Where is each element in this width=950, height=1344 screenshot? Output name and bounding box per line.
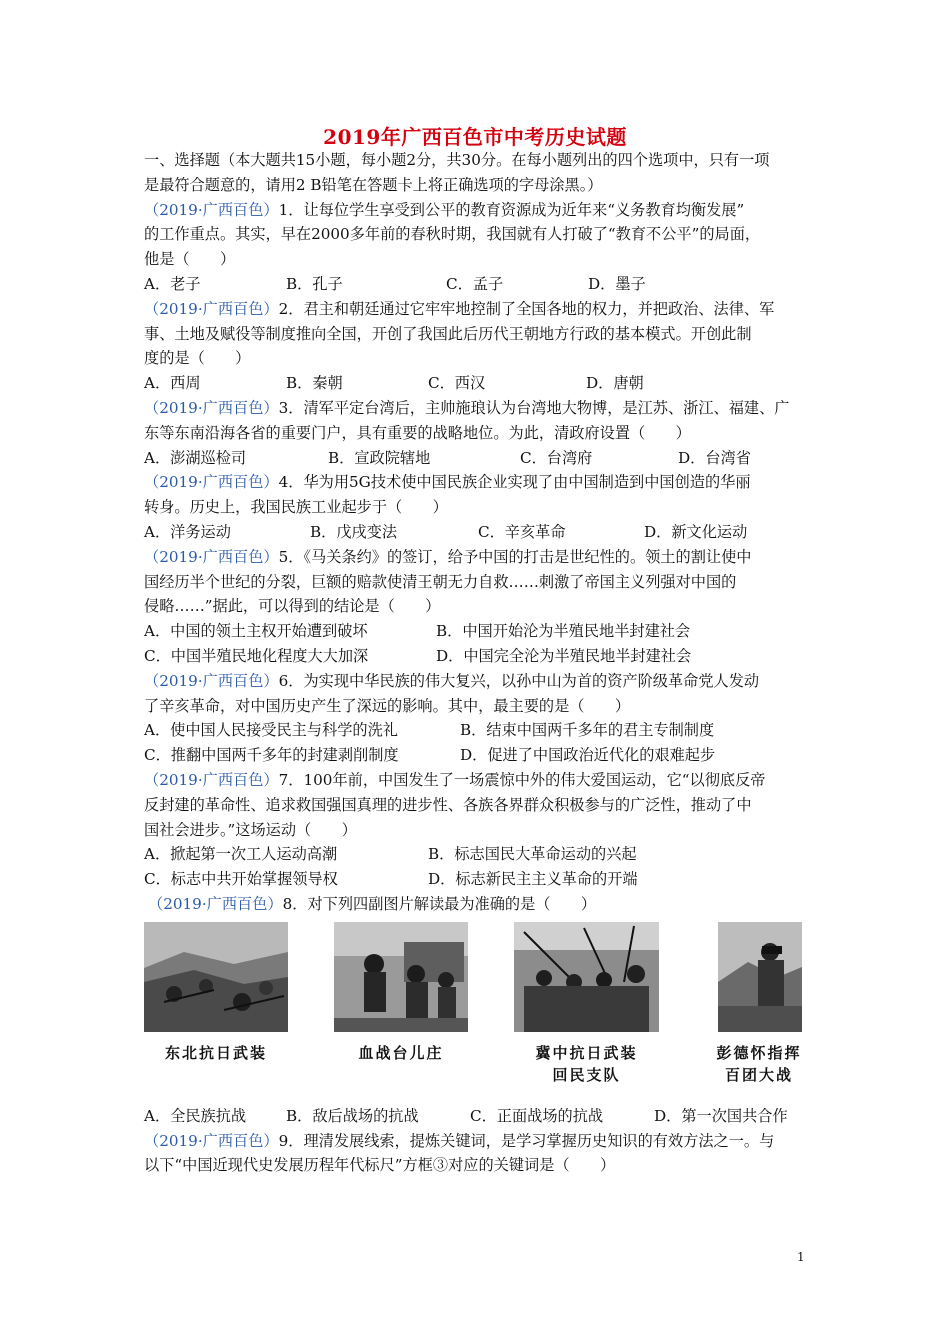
section-header-line-1: 一、选择题（本大题共15小题，每小题2分，共30分。在每小题列出的四个选项中，只有一项 [144, 151, 770, 169]
option-b: B．标志国民大革命运动的兴起 [428, 845, 637, 864]
option-a: A．中国的领土主权开始遭到破坏 [144, 622, 368, 641]
photo-jizhong-hui-detachment [514, 922, 659, 1032]
photo-caption-3-line-1: 冀中抗日武装 [535, 1043, 638, 1062]
question-7-options-row-2 [144, 867, 814, 892]
source-tag: （2019·广西百色） [144, 200, 279, 219]
question-8-photos [144, 922, 814, 1100]
option-c: C．辛亥革命 [478, 522, 566, 541]
question-1-line-3: 他是（ ） [144, 250, 236, 269]
option-a: A．使中国人民接受民主与科学的洗礼 [144, 721, 398, 740]
photo-taierzhuang [334, 922, 468, 1032]
question-5-line-3: 侵略……”据此，可以得到的结论是（ ） [144, 597, 441, 616]
question-7-line-3: 国社会进步。”这场运动（ ） [144, 820, 357, 839]
question-4-options [144, 520, 814, 545]
source-tag: （2019·广西百色） [144, 770, 279, 789]
question-2-line-2: 事、土地及赋役等制度推向全国，开创了我国此后历代王朝地方行政的基本模式。开创此制 [144, 324, 752, 343]
question-5-line-2: 国经历半个世纪的分裂，巨额的赔款使清王朝无力自救……刺激了帝国主义列强对中国的 [144, 572, 737, 591]
option-a: A．掀起第一次工人运动高潮 [144, 845, 338, 864]
question-3-line-2: 东等东南沿海各省的重要门户，具有重要的战略地位。为此，清政府设置（ ） [144, 423, 691, 442]
option-d: D．标志新民主主义革命的开端 [428, 870, 638, 889]
question-6-options-row-2 [144, 743, 814, 768]
option-c: C．正面战场的抗战 [470, 1106, 604, 1125]
question-6-line-1: （2019·广西百色）6．为实现中华民族的伟大复兴，以孙中山为首的资产阶级革命党人发动 [144, 671, 760, 690]
option-b: B．宣政院辖地 [328, 448, 431, 467]
question-8-options [144, 1104, 814, 1129]
option-c: C．推翻中国两千多年的封建剥削制度 [144, 746, 399, 765]
option-b: B．结束中国两千多年的君主专制制度 [460, 721, 715, 740]
question-7-line-2: 反封建的革命性、追求救国强国真理的进步性、各族各界群众积极参与的广泛性，推动了中 [144, 795, 752, 814]
exam-content [144, 148, 814, 1178]
option-d: D．中国完全沦为半殖民地半封建社会 [436, 646, 692, 665]
option-c: C．标志中共开始掌握领导权 [144, 870, 338, 889]
option-a: A．澎湖巡检司 [144, 448, 247, 467]
source-tag: （2019·广西百色） [144, 473, 279, 492]
question-1-line-2: 的工作重点。其实，早在2000多年前的春秋时期，我国就有人打破了“教育不公平”的局面， [144, 225, 761, 244]
photo-caption-4-line-1: 彭德怀指挥 [716, 1043, 802, 1062]
option-b: B．孔子 [286, 274, 343, 293]
page-number: 1 [797, 1250, 805, 1264]
question-7-options-row-1 [144, 842, 814, 867]
option-c: C．台湾府 [520, 448, 593, 467]
page-title: 2019年广西百色市中考历史试题 [323, 125, 627, 149]
photo-caption-3-line-2: 回民支队 [552, 1065, 621, 1084]
question-2-options [144, 371, 814, 396]
question-4-line-2: 转身。历史上，我国民族工业起步于（ ） [144, 498, 448, 517]
question-9-line-2: 以下“中国近现代史发展历程年代标尺”方框③对应的关键词是（ ） [144, 1156, 616, 1175]
option-d: D．新文化运动 [644, 522, 748, 541]
photo-caption-2: 血战台儿庄 [358, 1043, 444, 1062]
question-8-line-1: （2019·广西百色）8．对下列四副图片解读最为准确的是（ ） [148, 894, 597, 913]
question-7-line-1: （2019·广西百色）7．100年前，中国发生了一场震惊中外的伟大爱国运动，它“以彻底反帝 [144, 770, 766, 789]
photo-northeast-resistance [144, 922, 288, 1032]
question-5-line-1: （2019·广西百色）5．《马关条约》的签订，给予中国的打击是世纪性的。领土的割让使中 [144, 547, 752, 566]
option-b: B．秦朝 [286, 374, 343, 393]
question-2-line-3: 度的是（ ） [144, 349, 251, 368]
question-5-options-row-2 [144, 644, 814, 669]
question-1-line-1: （2019·广西百色）1．让每位学生享受到公平的教育资源成为近年来“义务教育均衡发展” [144, 200, 745, 219]
option-d: D．唐朝 [586, 374, 644, 393]
option-d: D．促进了中国政治近代化的艰难起步 [460, 746, 716, 765]
option-b: B．敌后战场的抗战 [286, 1106, 419, 1125]
source-tag: （2019·广西百色） [144, 299, 279, 318]
option-d: D．台湾省 [678, 448, 751, 467]
source-tag: （2019·广西百色） [144, 1131, 279, 1150]
source-tag: （2019·广西百色） [144, 398, 279, 417]
question-2-line-1: （2019·广西百色）2．君主和朝廷通过它牢牢地控制了全国各地的权力，并把政治、法律、军 [144, 299, 775, 318]
source-tag: （2019·广西百色） [144, 671, 279, 690]
option-b: B．戊戌变法 [310, 522, 398, 541]
source-tag: （2019·广西百色） [148, 894, 283, 913]
photo-hundred-regiments [718, 922, 802, 1032]
option-d: D．墨子 [588, 274, 646, 293]
question-3-line-1: （2019·广西百色）3．清军平定台湾后，主帅施琅认为台湾地大物博，是江苏、浙江、福建、广 [144, 398, 790, 417]
question-1-options [144, 272, 814, 297]
photo-caption-1: 东北抗日武装 [164, 1043, 267, 1062]
option-b: B．中国开始沦为半殖民地半封建社会 [436, 622, 691, 641]
section-header-line-2: 是最符合题意的，请用2 B铅笔在答题卡上将正确选项的字母涂黑。） [144, 175, 603, 194]
option-a: A．西周 [144, 374, 201, 393]
source-tag: （2019·广西百色） [144, 547, 279, 566]
question-5-options-row-1 [144, 619, 814, 644]
option-d: D．第一次国共合作 [654, 1106, 788, 1125]
photo-caption-4-line-2: 百团大战 [724, 1065, 793, 1084]
question-9-line-1: （2019·广西百色）9．理清发展线索，提炼关键词，是学习掌握历史知识的有效方法之一。与 [144, 1131, 775, 1150]
option-a: A．全民族抗战 [144, 1106, 247, 1125]
question-3-options [144, 446, 814, 471]
option-a: A．老子 [144, 274, 201, 293]
question-4-line-1: （2019·广西百色）4．华为用5G技术使中国民族企业实现了由中国制造到中国创造的华丽 [144, 473, 751, 492]
option-a: A．洋务运动 [144, 522, 231, 541]
question-6-line-2: 了辛亥革命，对中国历史产生了深远的影响。其中，最主要的是（ ） [144, 696, 630, 715]
option-c: C．西汉 [428, 374, 486, 393]
option-c: C．孟子 [446, 274, 504, 293]
option-c: C．中国半殖民地化程度大大加深 [144, 646, 369, 665]
question-6-options-row-1 [144, 718, 814, 743]
